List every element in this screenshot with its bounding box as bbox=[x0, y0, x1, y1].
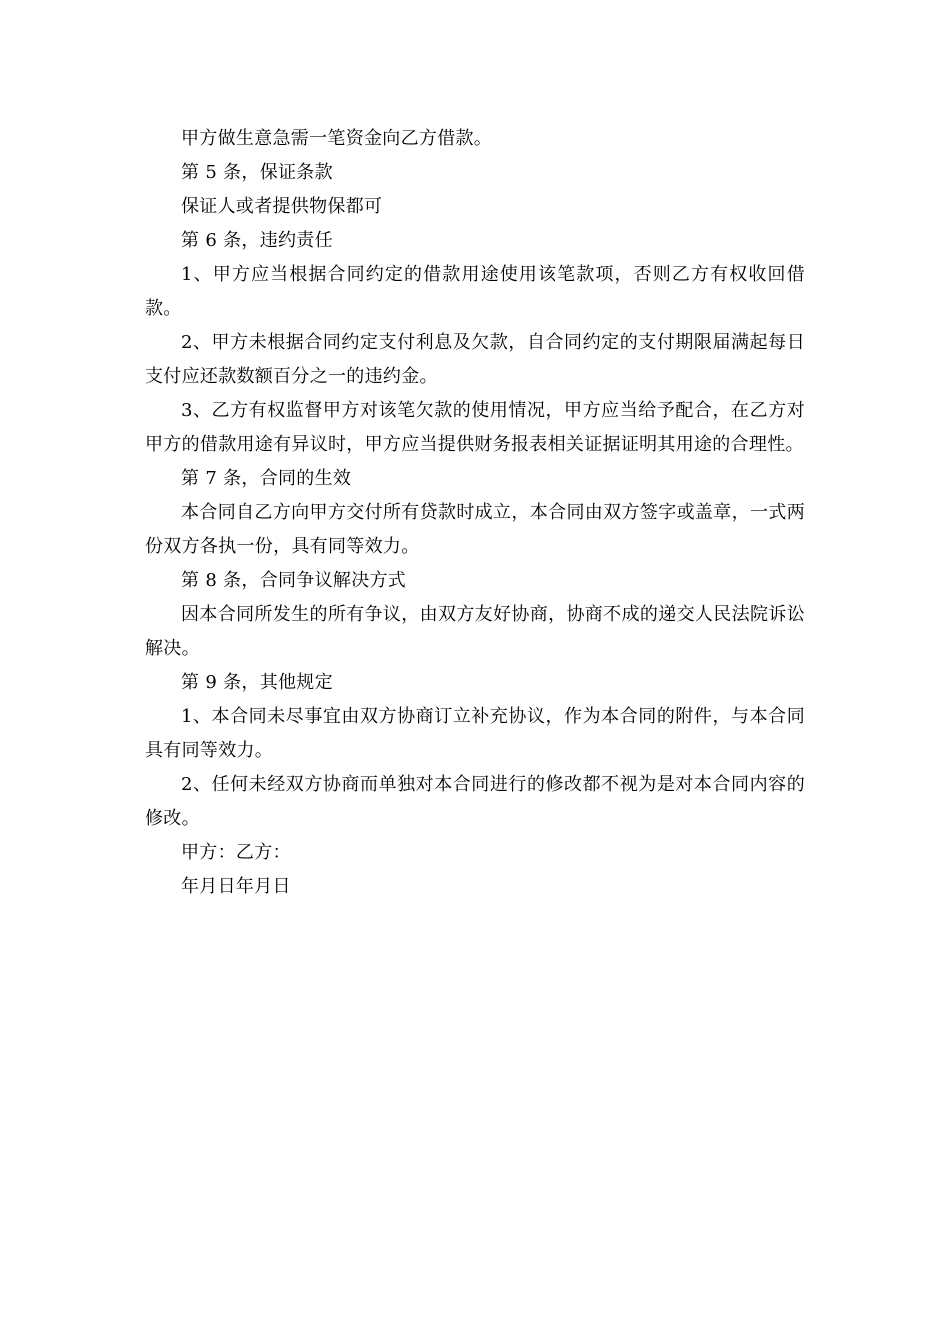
paragraph-effect: 本合同自乙方向甲方交付所有贷款时成立，本合同由双方签字或盖章，一式两份双方各执一份，具有同等效力。 bbox=[145, 502, 805, 557]
document-body bbox=[145, 122, 805, 904]
article-9-heading: 第 9 条，其他规定 bbox=[181, 672, 333, 693]
paragraph-purpose: 甲方做生意急需一笔资金向乙方借款。 bbox=[181, 128, 493, 149]
paragraph-dispute: 因本合同所发生的所有争议，由双方友好协商，协商不成的递交人民法院诉讼解决。 bbox=[145, 604, 805, 659]
article-5-heading: 第 5 条，保证条款 bbox=[181, 162, 333, 183]
article-6-heading: 第 6 条，违约责任 bbox=[181, 230, 333, 251]
paragraph-breach-3: 3、乙方有权监督甲方对该笔欠款的使用情况，甲方应当给予配合，在乙方对甲方的借款用途有异议时，甲方应当提供财务报表相关证据证明其用途的合理性。 bbox=[145, 400, 805, 455]
paragraph-breach-2: 2、甲方未根据合同约定支付利息及欠款，自合同约定的支付期限届满起每日支付应还款数额百分之一的违约金。 bbox=[145, 332, 805, 387]
paragraph-guarantee: 保证人或者提供物保都可 bbox=[181, 196, 383, 217]
article-7-heading: 第 7 条，合同的生效 bbox=[181, 468, 352, 489]
paragraph-breach-1: 1、甲方应当根据合同约定的借款用途使用该笔款项，否则乙方有权收回借款。 bbox=[145, 264, 805, 319]
article-8-heading: 第 8 条，合同争议解决方式 bbox=[181, 570, 407, 591]
signature-parties: 甲方：乙方： bbox=[181, 842, 291, 863]
paragraph-other-2: 2、任何未经双方协商而单独对本合同进行的修改都不视为是对本合同内容的修改。 bbox=[145, 774, 805, 829]
signature-dates: 年月日年月日 bbox=[181, 876, 291, 897]
paragraph-other-1: 1、本合同未尽事宜由双方协商订立补充协议，作为本合同的附件，与本合同具有同等效力。 bbox=[145, 706, 805, 761]
